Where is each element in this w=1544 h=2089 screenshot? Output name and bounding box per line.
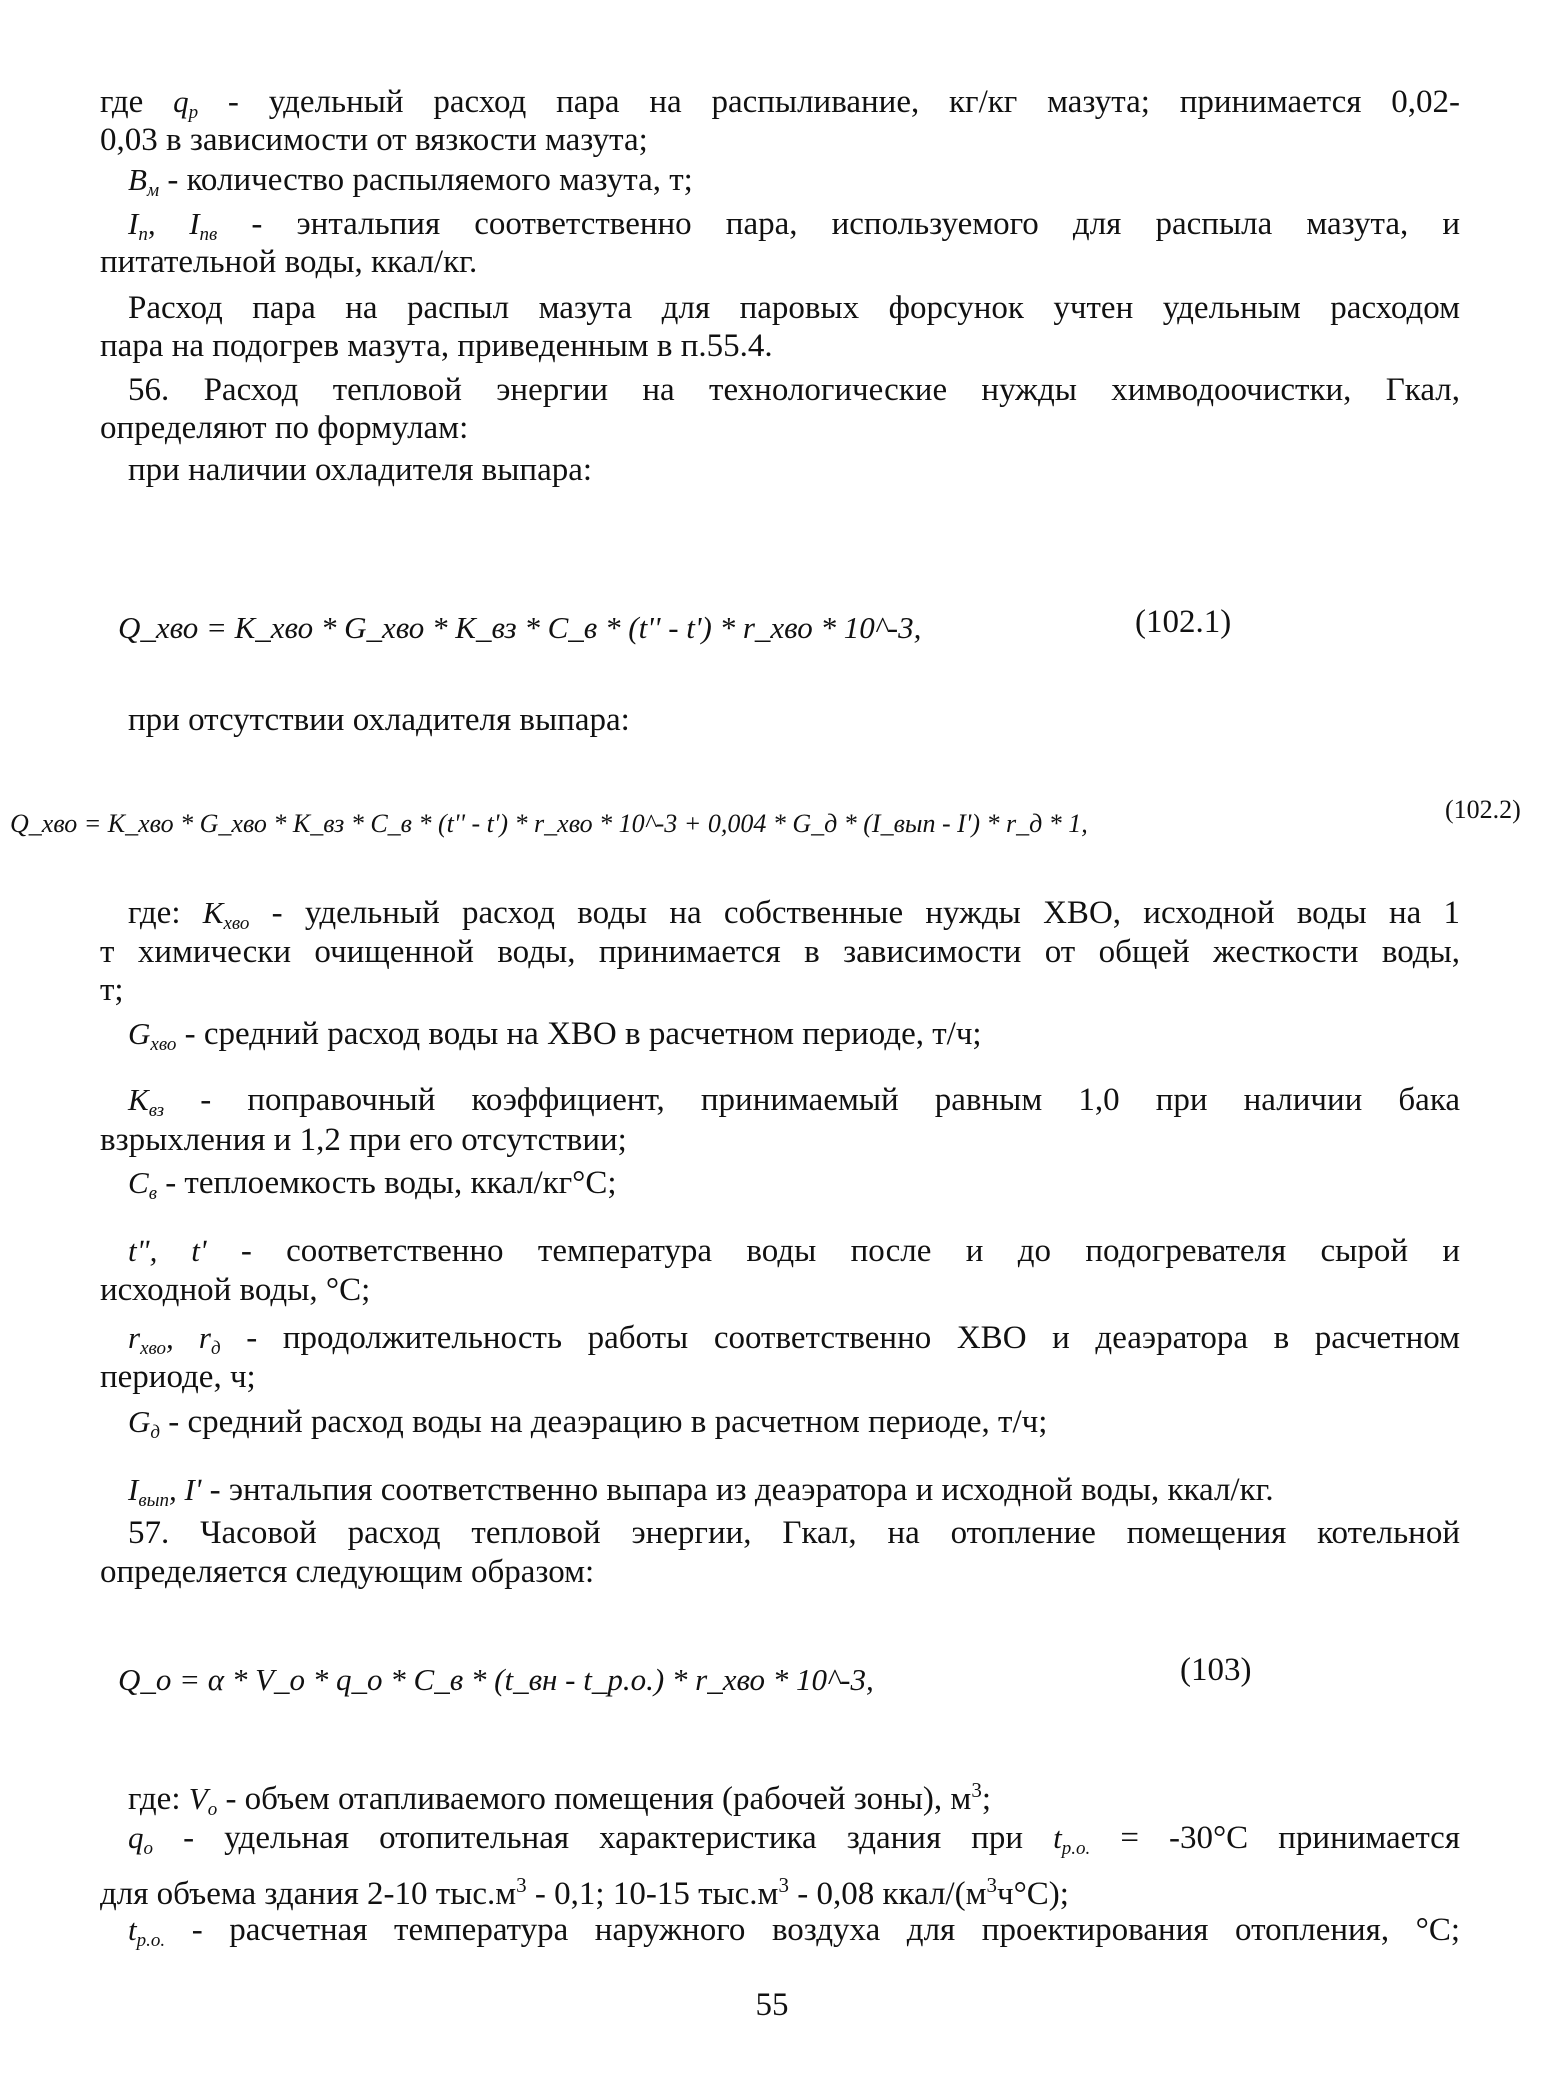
formula-103: Q_о = α * V_о * q_о * C_в * (t_вн - t_р.о.) * r_хво * 10^-3, xyxy=(118,1662,874,1697)
symbol-q-p: $q_p$ xyxy=(173,84,199,123)
text-line-16: $K_{вз}$ - поправочный коэффициент, принимаемый равным 1,0 при наличии бака xyxy=(128,1082,1460,1121)
text-line-2: 0,03 в зависимости от вязкости мазута; xyxy=(100,122,648,158)
text-line-12: где: $K_{хво}$ - удельный расход воды на собственные нужды ХВО, исходной воды на 1 xyxy=(128,895,1461,934)
text-line-17: взрыхления и 1,2 при его отсутствии; xyxy=(100,1122,627,1158)
text-line-19: tʺ, tʹ - соответственно температура воды после и до подогревателя сырой и xyxy=(128,1233,1460,1269)
formula-102-1: Q_хво = K_хво * G_хво * K_вз * C_в * (t'' - t') * r_хво * 10^-3, xyxy=(118,610,922,645)
text-line-27: где: $V_о$ - объем отапливаемого помещения (рабочей зоны), $м^3$; xyxy=(128,1778,991,1820)
text-line-23: $G_д$ - средний расход воды на деаэрацию в расчетном периоде, т/ч; xyxy=(128,1404,1048,1443)
text-line-13: т химически очищенной воды, принимается в зависимости от общей жесткости воды, xyxy=(100,934,1460,970)
page-number: 55 xyxy=(755,1987,789,2023)
text-line-29: для объема здания 2-10 $тыс.м^3 - 0,1$; 10-15 $тыс.м^3 - 0,08$ ккал/$(м^3ч^\circ С)$; xyxy=(100,1873,1069,1912)
text-line-1: где $q_p$ - удельный расход пара на распыливание, кг/кг мазута; принимается 0,02- xyxy=(100,84,1460,123)
text-line-20: исходной воды, °С; xyxy=(100,1272,371,1308)
text-line-14: т; xyxy=(100,972,124,1008)
text-line-6: Расход пара на распыл мазута для паровых форсунок учтен удельным расходом xyxy=(128,290,1460,326)
text-line-11: при отсутствии охладителя выпара: xyxy=(128,702,630,738)
text-line-26: определяется следующим образом: xyxy=(100,1554,595,1590)
text-line-7: пара на подогрев мазута, приведенным в п.55.4. xyxy=(100,328,773,364)
formula-102-2: Q_хво = K_хво * G_хво * K_вз * C_в * (t'' - t') * r_хво * 10^-3 + 0,004 * G_д * (I_вып - I') * r_д * 1, xyxy=(10,809,1088,838)
text-line-21: $r_{хво}$, $r_д$ - продолжительность работы соответственно ХВО и деаэратора в расчетном xyxy=(128,1320,1461,1359)
text-line-22: периоде, ч; xyxy=(100,1359,256,1395)
text-line-9: определяют по формулам: xyxy=(100,410,469,446)
text-line-5: питательной воды, ккал/кг. xyxy=(100,244,478,280)
text-line-18: $C_в$ - теплоемкость воды, ккал/кг°С; xyxy=(128,1165,617,1204)
equation-number-102-2: (102.2) xyxy=(1445,795,1521,824)
equation-number-103: (103) xyxy=(1180,1652,1252,1688)
text-line-15: $G_{хво}$ - средний расход воды на ХВО в расчетном периоде, т/ч; xyxy=(128,1016,982,1055)
text-line-28: $q_о$ - удельная отопительная характеристика здания при $t_{р.о.} = -30^\circ С$ принимается xyxy=(128,1820,1461,1859)
text-line-8: 56. Расход тепловой энергии на технологические нужды химводоочистки, Гкал, xyxy=(128,372,1460,408)
text-line-10: при наличии охладителя выпара: xyxy=(128,452,593,488)
text-line-30: $t_{р.о.}$ - расчетная температура наружного воздуха для проектирования отопления, °С; xyxy=(128,1912,1461,1951)
text-line-3: $B_м$ - количество распыляемого мазута, т; xyxy=(128,162,693,201)
text-line-24: $I_{вып}$, Iʹ - энтальпия соответственно выпара из деаэратора и исходной воды, ккал/кг. xyxy=(128,1472,1274,1511)
equation-number-102-1: (102.1) xyxy=(1135,604,1232,640)
text-line-25: 57. Часовой расход тепловой энергии, Гкал, на отопление помещения котельной xyxy=(128,1515,1460,1551)
text-line-4: $I_п$, $I_{пв}$ - энтальпия соответственно пара, используемого для распыла мазута, и xyxy=(128,206,1460,245)
